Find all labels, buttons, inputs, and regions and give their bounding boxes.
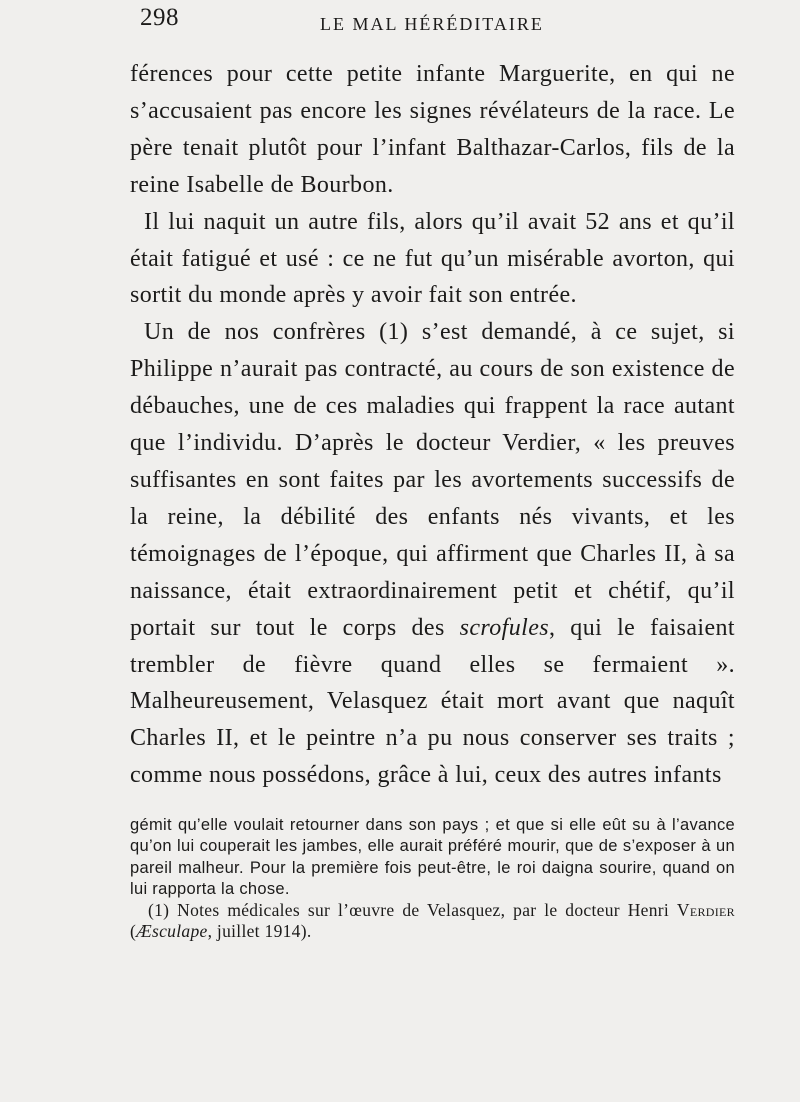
paragraph-3-start: Un de nos confrères (1) s’est demandé, à ce sujet, si Philippe n’aurait pas contracté, au cours de son existence de débauches, une de ces maladies qui frappent la race autant que l’individu. D’après le docteur Verdier, « les preuves suffisantes en sont faites par les avortements successifs de la reine, la débilité des enfants nés vivants, et les témoignages de l’époque, qui affirment que Charles II, à sa naissance, était extraordinairement petit et chétif, qu’il portait sur tout le corps des	[130, 319, 735, 641]
page-number: 298	[140, 4, 179, 31]
scrofules-italic: scrofules	[459, 614, 549, 641]
footnote-1-start: (1) Notes médicales sur l’œuvre de Velasquez, par le docteur Henri	[148, 900, 677, 921]
footnote-1-author: Verdier	[676, 900, 735, 921]
paragraph-2: Il lui naquit un autre fils, alors qu’il avait 52 ans et qu’il était fatigué et usé : ce ne fut qu’un misérable avorton, qui sortit du monde après y avoir fait son entrée.	[130, 208, 735, 309]
footnotes	[130, 815, 735, 943]
main-text	[130, 56, 735, 794]
paragraph-3-end: , qui le faisaient trembler de fièvre quand elles se fermaient ». Malheureusement, Velasquez était mort avant que naquît Charles II, et le peintre n’a pu nous conserver ses traits ; comme nous possédons, grâce à lui, ceux des autres infants	[130, 614, 735, 789]
footnote-1-paren: (	[130, 921, 137, 942]
footnote-1-journal: Æsculape	[136, 921, 208, 942]
running-title: LE MAL HÉRÉDITAIRE	[320, 14, 544, 34]
paragraph-1: férences pour cette petite infante Marguerite, en qui ne s’accusaient pas encore les signes révélateurs de la race. Le père tenait plutôt pour l’infant Balthazar-Carlos, fils de la reine Isabelle de Bourbon.	[130, 61, 735, 198]
footnote-1-end: , juillet 1914).	[207, 921, 312, 942]
footnote-1	[130, 900, 735, 943]
footnote-continuation: gémit qu’elle voulait retourner dans son pays ; et que si elle eût su à l’avance qu’on lui couperait les jambes, elle aurait préféré mourir, que de s’exposer à un pareil malheur. Pour la première fois peut-être, le roi daigna sourire, quand on lui rapporta la chose.	[130, 816, 735, 898]
paragraph-3	[130, 314, 735, 794]
